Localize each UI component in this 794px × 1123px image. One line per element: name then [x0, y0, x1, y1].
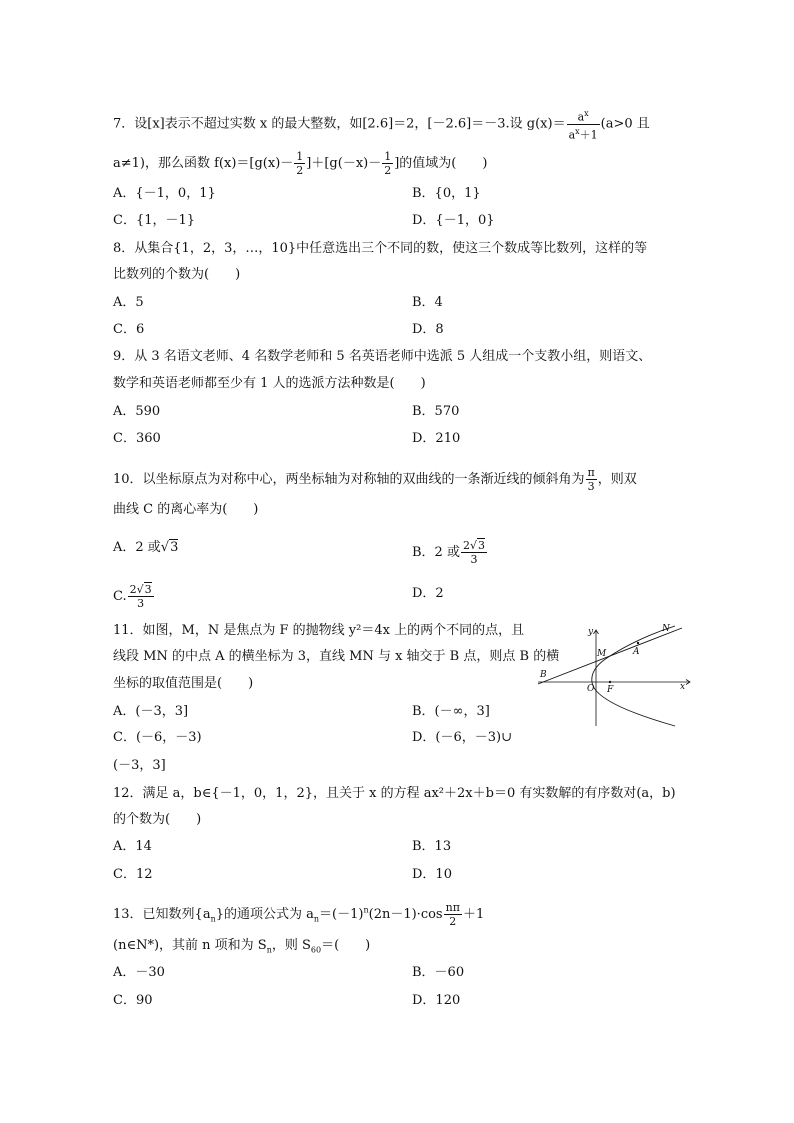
q9-option-c: C．360	[113, 431, 161, 446]
q7-option-b: B．{0，1}	[412, 186, 481, 201]
parabola-curve	[592, 626, 675, 726]
q12-option-a: A．14	[113, 839, 152, 854]
pi-over-3-fraction: $\frac{\pi}{3}$	[587, 466, 595, 493]
q7-option-c: C．{1，－1}	[113, 213, 196, 228]
label-a: A	[633, 647, 640, 657]
q11-option-a: A．(－3，3]	[113, 704, 189, 719]
q8-line-2: 比数列的个数为( )	[113, 267, 241, 282]
q7-text-1: 7．设[x]表示不超过实数 x 的最大整数，如[2.6]＝2，[－2.6]＝－3.设 g(x)＝	[113, 116, 566, 132]
label-f: F	[607, 685, 614, 695]
q12-line-2: 的个数为( )	[113, 812, 202, 827]
label-b: B	[540, 670, 547, 680]
label-o: O	[587, 684, 595, 694]
q7-line-2: a≠1)，那么函数 f(x)＝[g(x)－ $\frac{1}{2}$ ]＋[g(－x)－ $\frac{1}{2}$ ]的值域为( )	[113, 150, 488, 177]
q9-line-2: 数学和英语老师都至少有 1 人的选派方法种数是( )	[113, 376, 426, 391]
label-y: y	[588, 627, 594, 637]
q13-option-c: C．90	[113, 993, 153, 1008]
label-x: x	[680, 682, 686, 692]
q11-line-3: 坐标的取值范围是( )	[113, 676, 254, 691]
q11-line-2: 线段 MN 的中点 A 的横坐标为 3，直线 MN 与 x 轴交于 B 点，则点 B 的横	[113, 649, 560, 664]
q13-option-d: D．120	[412, 993, 461, 1008]
q8-option-a: A．5	[113, 295, 144, 310]
q8-option-b: B．4	[412, 295, 443, 310]
two-root3-over-3-fraction-c: $\frac{2√3}{3}$	[129, 583, 152, 610]
q9-option-d: D．210	[412, 431, 461, 446]
q11-line-1: 11．如图，M，N 是焦点为 F 的抛物线 y²＝4x 上的两个不同的点，且	[113, 623, 525, 638]
q7-option-a: A．{－1，0，1}	[113, 186, 216, 201]
q11-option-b: B．(－∞，3]	[412, 704, 490, 719]
q11-option-d: D．(－6，－3)∪	[412, 730, 513, 745]
line-mn	[538, 628, 682, 684]
q13-option-b: B．－60	[412, 965, 465, 980]
q12-line-1: 12．满足 a，b∈{－1，0，1，2}，且关于 x 的方程 ax²＋2x＋b＝0 有实数解的有序数对(a，b)	[113, 786, 676, 801]
q11-option-d-cont: (－3，3]	[113, 758, 166, 773]
q12-option-c: C．12	[113, 867, 153, 882]
q12-option-b: B．13	[412, 839, 452, 854]
q10-option-a: A．2 或√3	[113, 540, 179, 555]
q13-option-a: A．－30	[113, 965, 165, 980]
q9-line-1: 9．从 3 名语文老师、4 名数学老师和 5 名英语老师中选派 5 人组成一个支教小组，则语文、	[113, 349, 652, 364]
q8-line-1: 8．从集合{1，2，3，…，10}中任意选出三个不同的数，使这三个数成等比数列，这样的等	[113, 241, 648, 256]
half-fraction-2: $\frac{1}{2}$	[384, 150, 392, 177]
q10-option-b: B．2 或 $\frac{2√3}{3}$	[412, 539, 485, 566]
label-m: M	[597, 649, 607, 659]
label-n: N	[662, 624, 670, 634]
q8-option-d: D．8	[412, 322, 444, 337]
point-f	[609, 681, 611, 683]
point-a	[637, 642, 639, 644]
q13-line-1: 13．已知数列$\{a_n\}$的通项公式为 $a_n=(-1)^n(2n-1)\cdot\cos$ $\frac{n\pi}{2}$ ＋1	[113, 901, 485, 928]
q10-line-2: 曲线 C 的离心率为( )	[113, 502, 259, 517]
q10-option-d: D．2	[412, 586, 444, 601]
q13-line-2: (n∈N*)，其前 n 项和为 $S_n$，则 $S_{60}=$( )	[113, 938, 371, 955]
q9-option-a: A．590	[113, 404, 161, 419]
parabola-figure	[530, 618, 695, 730]
q10-option-c: C. $\frac{2√3}{3}$	[113, 583, 152, 610]
q7-option-d: D．{－1，0}	[412, 213, 495, 228]
half-fraction: $\frac{1}{2}$	[296, 150, 304, 177]
q7-line-1: 7．设[x]表示不超过实数 x 的最大整数，如[2.6]＝2，[－2.6]＝－3.设 g(x)＝ $\frac{a^x}{a^x+1}$ (a>0 且	[113, 109, 650, 142]
q8-option-c: C．6	[113, 322, 145, 337]
q10-line-1: 10．以坐标原点为对称中心，两坐标轴为对称轴的双曲线的一条渐近线的倾斜角为 $\frac{\pi}{3}$ ，则双	[113, 466, 637, 493]
two-root3-over-3-fraction: $\frac{2√3}{3}$	[462, 539, 485, 566]
q11-option-c: C．(－6，－3)	[113, 730, 202, 745]
q9-option-b: B．570	[412, 404, 460, 419]
n-pi-over-2-fraction: $\frac{n\pi}{2}$	[445, 901, 460, 928]
q12-option-d: D．10	[412, 867, 452, 882]
g-fraction: $\frac{a^x}{a^x+1}$	[568, 109, 598, 142]
